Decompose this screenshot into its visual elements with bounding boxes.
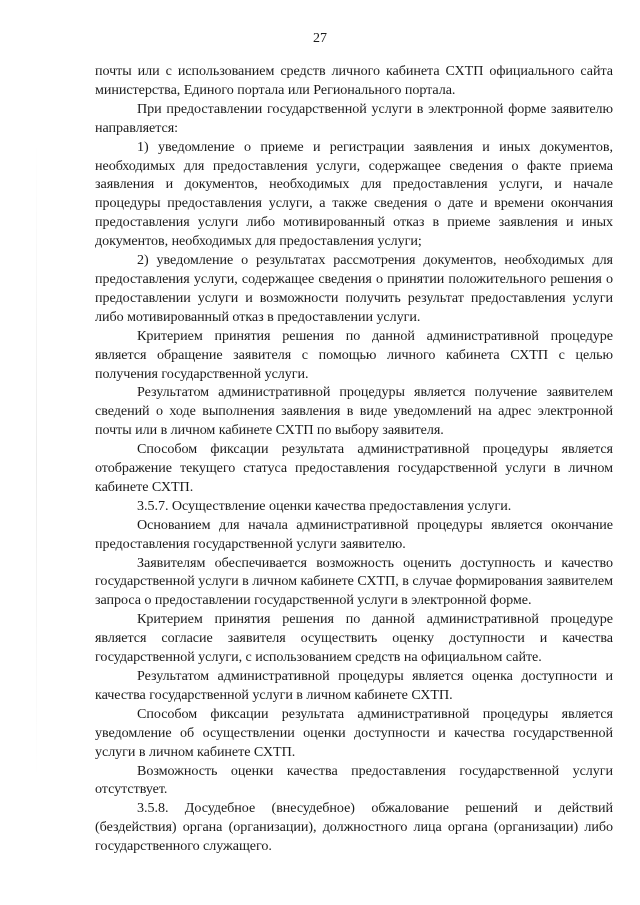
paragraph-possibility: Возможность оценки качества предоставления государственной услуги отсутствует.: [95, 762, 613, 798]
paragraph-fixation-2: Способом фиксации результата административной процедуры является уведомление об осуществлении оценки доступности и качества государственной услуги в личном кабинете СХТП.: [95, 705, 613, 760]
paragraph-result-2: Результатом административной процедуры является оценка доступности и качества государственной услуги в личном кабинете СХТП.: [95, 668, 613, 703]
paragraph-fixation-1: Способом фиксации результата административной процедуры является отображение текущего статуса предоставления государственной услуги в личном кабинете СХТП.: [95, 441, 613, 495]
paragraph-result-1: Результатом административной процедуры является получение заявителем сведений о ходе выполнения заявления в виде уведомлений на адрес электронной почты или в личном кабинете СХТП по выбору заявителя.: [95, 384, 613, 439]
paragraph-notifications-intro: При предоставлении государственной услуги в электронной форме заявителю направляется:: [95, 100, 613, 136]
document-body: [95, 62, 613, 856]
paragraph-assessment-opportunity: Заявителям обеспечивается возможность оценить доступность и качество государственной услуги в личном кабинете СХТП, в случае формирования заявителем запроса о предоставлении государственной услуги в электронной форме.: [95, 554, 613, 609]
scan-edge-shadow: [36, 140, 37, 780]
paragraph-decision-criterion-1: Критерием принятия решения по данной административной процедуре является обращение заявителя с помощью личного кабинета СХТП с целью получения государственной услуги.: [95, 327, 613, 382]
paragraph-basis: Основанием для начала административной процедуры является окончание предоставления государственной услуги заявителю.: [95, 516, 613, 552]
page-number: 27: [313, 31, 327, 46]
paragraph-section-3-5-8: 3.5.8. Досудебное (внесудебное) обжалование решений и действий (бездействия) органа (организации), должностного лица органа (организации) либо государственного служащего.: [95, 800, 613, 855]
paragraph-decision-criterion-2: Критерием принятия решения по данной административной процедуре является согласие заявителя осуществить оценку доступности и качества государственной услуги, с использованием средств на официальном сайте.: [95, 611, 613, 666]
paragraph-notification-2: 2) уведомление о результатах рассмотрения документов, необходимых для предоставления услуги, содержащее сведения о принятии положительного решения о предоставлении услуги и возможности получить результат предоставления услуги либо мотивированный отказ в предоставлении услуги.: [95, 252, 613, 325]
paragraph-section-3-5-7: 3.5.7. Осуществление оценки качества предоставления услуги.: [137, 497, 512, 514]
paragraph-continuation: почты или с использованием средств личного кабинета СХТП официального сайта министерства, Единого портала или Регионального портала.: [95, 63, 613, 98]
paragraph-notification-1: 1) уведомление о приеме и регистрации заявления и иных документов, необходимых для предоставления услуги, содержащее сведения о факте приема заявления и документов, необходимых для предоставления услуги, и начале процедуры предоставления услуги, а также сведения о дате и времени окончания предоставления услуги либо мотивированный отказ в приеме заявления и иных документов, необходимых для предоставления услуги;: [95, 138, 613, 250]
